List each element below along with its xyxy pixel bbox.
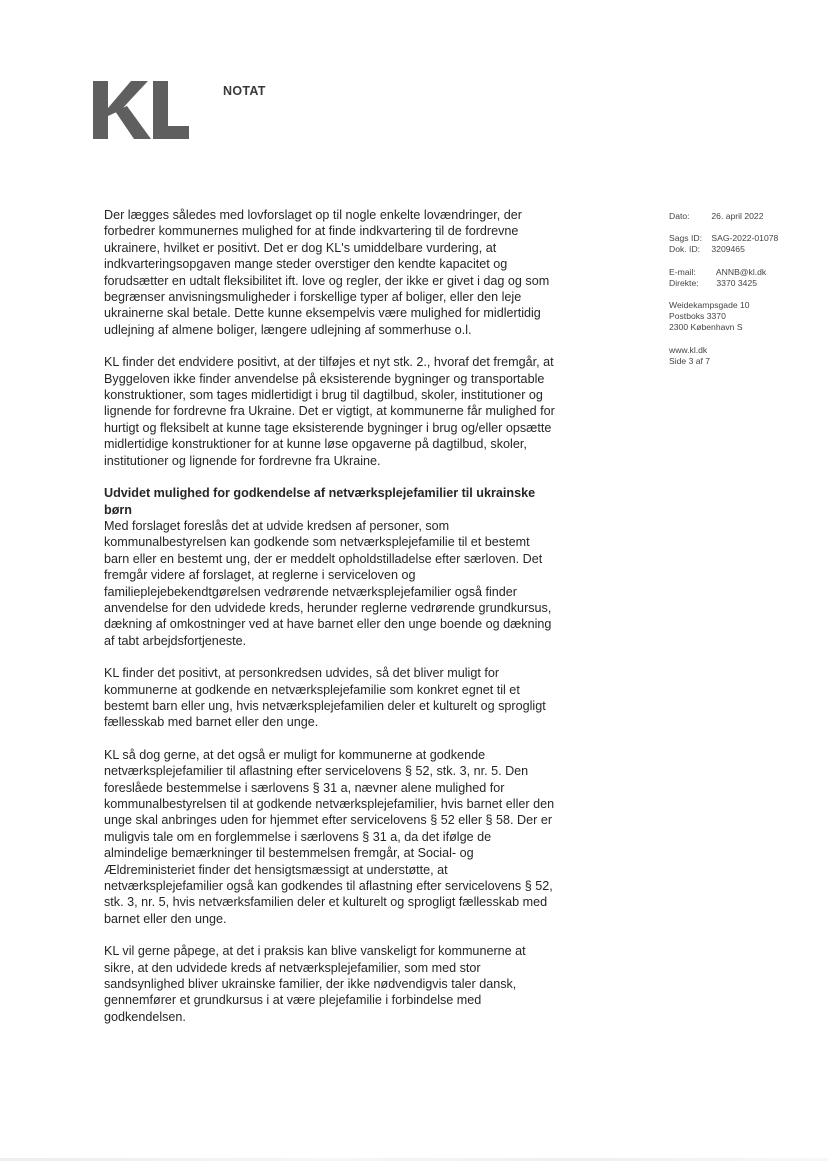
email-label: E-mail: — [669, 266, 696, 277]
scan-edge-artifact — [0, 1158, 828, 1161]
doc-id-label: Dok. ID: — [669, 244, 701, 255]
paragraph-3: Med forslaget foreslås det at udvide kredsen af personer, som kommunalbestyrelsen kan godkende som netværksplejefamilie til et bestemt barn eller en bestemt ung, der er meddelt opholdstilladelse efter særloven. Det fremgår videre af forslaget, at reglerne i serviceloven og familieplejebekendtgørelsen vedrørende netværksplejefamilier også finder anvendelse for den udvidede kreds, herunder reglerne vedrørende grundkursus, dækning af omkostninger ved at have barnet eller den unge boende og dækning af tabt arbejdsfortjeneste. — [104, 518, 552, 648]
phone-label: Direkte: — [669, 277, 699, 288]
paragraph-6: KL vil gerne påpege, at det i praksis kan blive vanskeligt for kommunerne at sikre, at den udvidede kreds af netværksplejefamilier, som med stor sandsynlighed bliver ukrainske familier, der ikke nødvendigvis taler dansk, gennemfører et grundkursus i at være plejefamilie i forbindelse med godkendelsen. — [104, 944, 526, 1024]
address-block — [669, 300, 819, 334]
website-link[interactable]: www.kl.dk — [669, 344, 708, 355]
paragraph-1: Der lægges således med lovforslaget op til nogle enkelte lovændringer, der forbedrer kommunernes mulighed for at finde indkvartering til de fordrevne ukrainere, hvilket er positivt. Det er dog KL's umiddelbare vurdering, at indkvarteringsopgaven mange steder overstiger den kendte kapacitet og forudsætter en udtalt fleksibilitet ift. love og regler, der ikke er givet i dag og som begrænser anvisningsmuligheder i forskellige typer af boliger, eller den leje ukrainerne skal betale. Dette kunne eksempelvis være mulighed for midlertidig udlejning af almene boliger, længere udlejning af sommerhuse o.l. — [104, 208, 550, 337]
contact-block — [669, 267, 819, 289]
email-value[interactable]: ANNB@kl.dk — [715, 266, 767, 277]
section-heading: Udvidet mulighed for godkendelse af netværksplejefamilier til ukrainske børn — [104, 486, 536, 517]
date-block — [669, 211, 819, 222]
case-id-label: Sags ID: — [669, 233, 702, 244]
case-id-value: SAG-2022-01078 — [711, 233, 779, 244]
document-type: NOTAT — [223, 84, 266, 98]
address-line: Postboks 3370 — [669, 311, 726, 322]
date-label: Dato: — [669, 211, 690, 221]
paragraph-4: KL finder det positivt, at personkredsen udvides, så det bliver muligt for kommunerne at godkende en netværksplejefamilie som konkret egnet til et bestemt barn eller ung, hvis netværksplejefamilien deler et kulturelt og sprogligt fællesskab med barnet eller den unge. — [104, 666, 546, 730]
phone-value: 3370 3425 — [716, 277, 758, 288]
address-line: 2300 København S — [669, 322, 743, 333]
kl-logo — [93, 81, 189, 139]
web-block — [669, 345, 819, 367]
ids-block — [669, 233, 819, 255]
logo-mark — [93, 81, 189, 139]
main-text — [104, 207, 556, 1041]
page-indicator: Side 3 af 7 — [669, 355, 711, 366]
paragraph-5: KL så dog gerne, at det også er muligt for kommunerne at godkende netværksplejefamilier til aflastning efter servicelovens § 52, stk. 3, nr. 5. Den foreslåede bestemmelse i særlovens § 31 a, nævner alene mulighed for kommunalbestyrelsen til at godkende netværksplejefamilier, hvis barnet eller den unge skal anbringes uden for hjemmet efter servicelovens § 52 eller § 58. Der er muligvis tale om en forglemmelse i særlovens § 31 a, da det ifølge de almindelige bemærkninger til bestemmelsen fremgår, at Social- og Ældreministeriet finder det hensigtsmæssigt at understøtte, at netværksplejefamilier også kan godkendes til aflastning efter servicelovens § 52, stk. 3, nr. 5, hvis netværksfamilien deler et kulturelt og sprogligt fællesskab med barnet eller den unge. — [104, 747, 555, 926]
sidebar-metadata — [669, 211, 819, 378]
doc-id-value: 3209465 — [711, 244, 745, 255]
paragraph-2: KL finder det endvidere positivt, at der tilføjes et nyt stk. 2., hvoraf det fremgår, at Byggeloven ikke finder anvendelse på eksisterende bygninger og transportable konstruktioner, som tages midlertidigt i brug til dagtilbud, skoler, institutioner og lignende for fordrevne fra Ukraine. Det er vigtigt, at kommunerne får mulighed for hurtigt og fleksibelt at kunne tage eksisterende bygninger i brug og/eller opsætte midlertidige konstruktioner for at kunne løse opgaverne på dagtilbud, skoler, institutioner og lignende for fordrevne fra Ukraine. — [104, 355, 555, 468]
date-value: 26. april 2022 — [711, 211, 764, 221]
address-line: Weidekampsgade 10 — [669, 300, 750, 311]
